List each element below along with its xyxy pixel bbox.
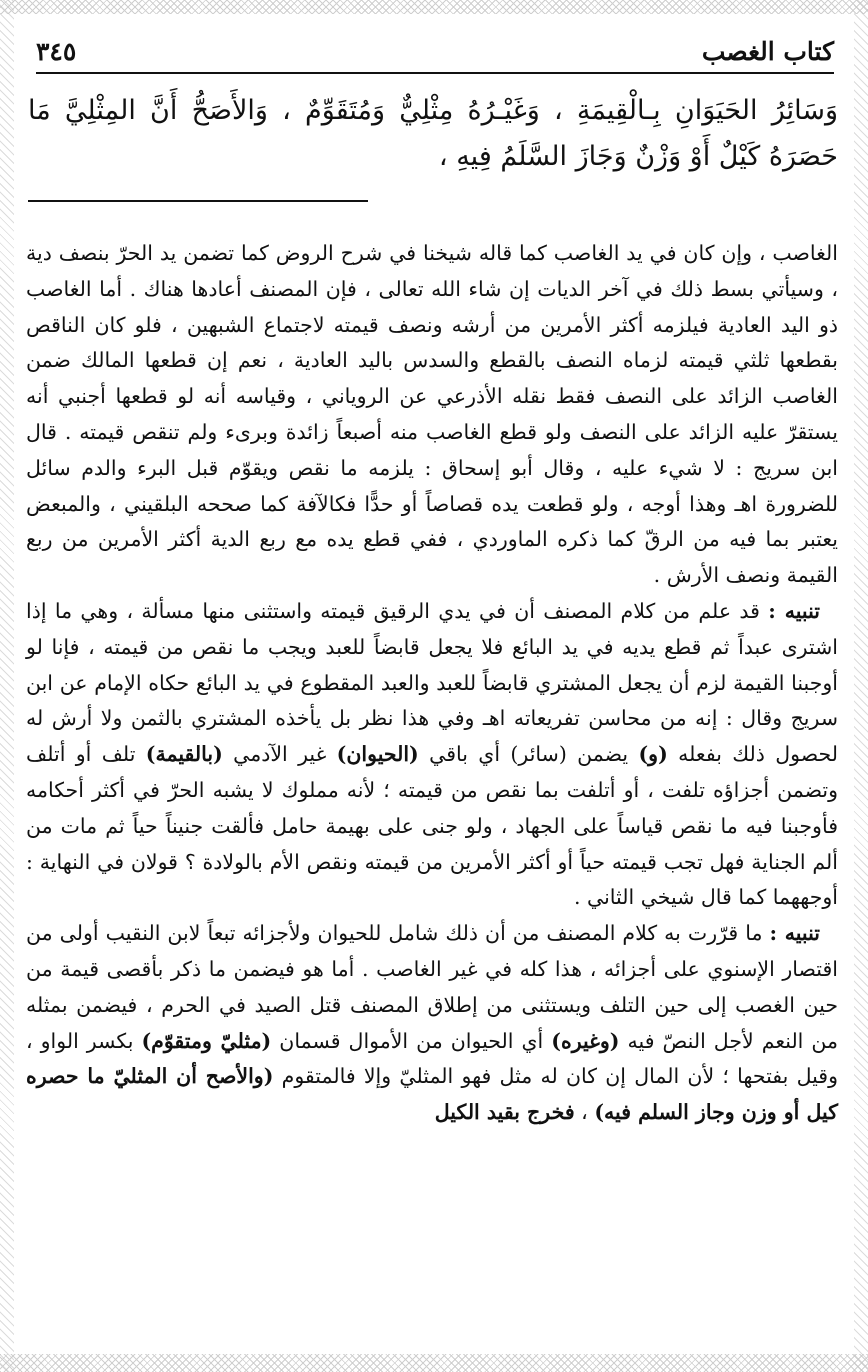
matn-text: وَسَائِرُ الحَيَوَانِ بِـالْقِيمَةِ ، وَغَيْـرُهُ مِثْلِيٌّ وَمُتَقَوِّمٌ ، وَالأَصَحُّ أَنَّ المِثْلِيَّ مَا حَصَرَهُ كَيْلٌ أَوْ وَزْنٌ وَجَازَ السَّلَمُ فِيهِ ، bbox=[28, 95, 838, 172]
ornamental-border-top bbox=[0, 0, 868, 14]
book-title: كتاب الغصب bbox=[701, 37, 834, 66]
quoted-ghayr: (وغيره) bbox=[551, 1028, 620, 1053]
paragraph-3-text-c: بكسر الواو ، وقيل بفتحها ؛ لأن المال إن كان له مثل فهو المثليّ وإلا فالمتقوم bbox=[26, 1028, 838, 1089]
paragraph-2-text-b: يضمن (سائر) أي باقي bbox=[429, 742, 629, 767]
page-number: ٣٤٥ bbox=[36, 37, 77, 66]
commentary-text bbox=[26, 236, 838, 1131]
quoted-asahh: (والأصح أن المثليّ ما حصره كيل أو وزن وجاز السلم فيه) bbox=[26, 1064, 838, 1125]
paragraph-3-text: ما قرّرت به كلام المصنف من أن ذلك شامل للحيوان ولأجزائه تبعاً لابن النقيب أولى من اقتصار الإسنوي على أجزائه ، هذا كله في غير الغاصب . أما هو فيضمن ما ذكر بأقصى قيمة من حين الغصب إلى حين التلف ويستثنى من إطلاق المصنف قتل الصيد في الحرم ، فيضمن بمثله من النعم لأجل النصّ فيه bbox=[26, 921, 838, 1053]
quoted-hayawan: (الحيوان) bbox=[336, 742, 419, 767]
separator-rule bbox=[28, 200, 368, 202]
commentary-paragraph-3 bbox=[26, 916, 838, 1131]
commentary-paragraph-1: الغاصب ، وإن كان في يد الغاصب كما قاله شيخنا في شرح الروض كما تضمن يد الحرّ بنصف دية ، وسيأتي بسط ذلك في آخر الديات إن شاء الله تعالى ، فإن المصنف أعادها هناك . أما الغاصب ذو اليد العادية فيلزمه أكثر الأمرين من أرشه ونصف قيمته لاجتماع الشبهين ، فلو كان الناقص بقطعها ثلثي قيمته لزماه النصف بالقطع والسدس باليد العادية ، نعم إن قطعها المالك ضمن الغاصب الزائد على النصف فقط نقله الأذرعي عن الروياني ، وقياسه أنه لو قطعها أجنبي أنه يستقرّ عليه الزائد على النصف ولو قطع الغاصب منه أصبعاً زائدة وبرىء ولم تنقص قيمته . قال ابن سريج : لا شيء عليه ، وقال أبو إسحاق : يلزمه ما نقص ويقوّم قبل البرء والدم سائل للضرورة اهـ وهذا أوجه ، ولو قطعت يده قصاصاً أو حدًّا فكالآفة كما صححه البلقيني ، والمبعض يعتبر بما فيه من الرقّ كما ذكره الماوردي ، ففي قطع يده مع ربع الدية أكثر الأمرين من ربع القيمة ونصف الأرش . bbox=[26, 241, 838, 588]
paragraph-3-text-d: ، bbox=[581, 1100, 588, 1125]
paragraph-3-text-b: أي الحيوان من الأموال قسمان bbox=[279, 1028, 544, 1053]
paragraph-3-end: فخرج بقيد الكيل bbox=[434, 1100, 575, 1125]
quoted-waw: (و) bbox=[638, 742, 668, 767]
ornamental-border-bottom bbox=[0, 1354, 868, 1372]
paragraph-2-text: قد علم من كلام المصنف أن في يدي الرقيق قيمته واستثنى منها مسألة ، وهي ما إذا اشترى عبداً ثم قطع يديه في يد البائع فلا يجعل قابضاً للعبد ويجب ما نقص من قيمته ، فإنا لو أوجبنا القيمة لزم أن يجعل المشتري قابضاً للعبد والعبد المقطوع في يد البائع حكاه الإمام عن ابن سريج وقال : إنه من محاسن تفريعاته اهـ وفي هذا نظر بل يأخذه المشتري بالثمن ولا أرش له لحصول ذلك بفعله bbox=[26, 598, 838, 767]
page-header bbox=[36, 30, 834, 74]
quoted-mithli: (مثليّ ومتقوّم) bbox=[141, 1028, 272, 1053]
ornamental-border-left bbox=[0, 0, 14, 1372]
commentary-paragraph-2 bbox=[26, 594, 838, 916]
ornamental-border-right bbox=[854, 0, 868, 1372]
quoted-qima: (بالقيمة) bbox=[145, 742, 223, 767]
tanbih-label: تنبيه : bbox=[769, 921, 820, 946]
tanbih-label: تنبيه : bbox=[768, 598, 820, 623]
paragraph-2-text-d: تلف أو أتلف وتضمن أجزاؤه تلفت ، أو أتلفت بما نقص من قيمته ؛ لأنه مملوك لا يشبه الحرّ في أكثر أحكامه فأوجبنا فيه ما نقص قياساً على الجهاد ، ولو جنى على بهيمة حامل فألقت جنيناً حياً ثم مات من ألم الجناية فهل تجب قيمته حياً أو أكثر الأمرين من قيمته ونقص الأم بالولادة ؟ قولان في النهاية : أوجههما كما قال شيخي الثاني . bbox=[26, 742, 838, 910]
paragraph-2-text-c: غير الآدمي bbox=[233, 742, 327, 767]
